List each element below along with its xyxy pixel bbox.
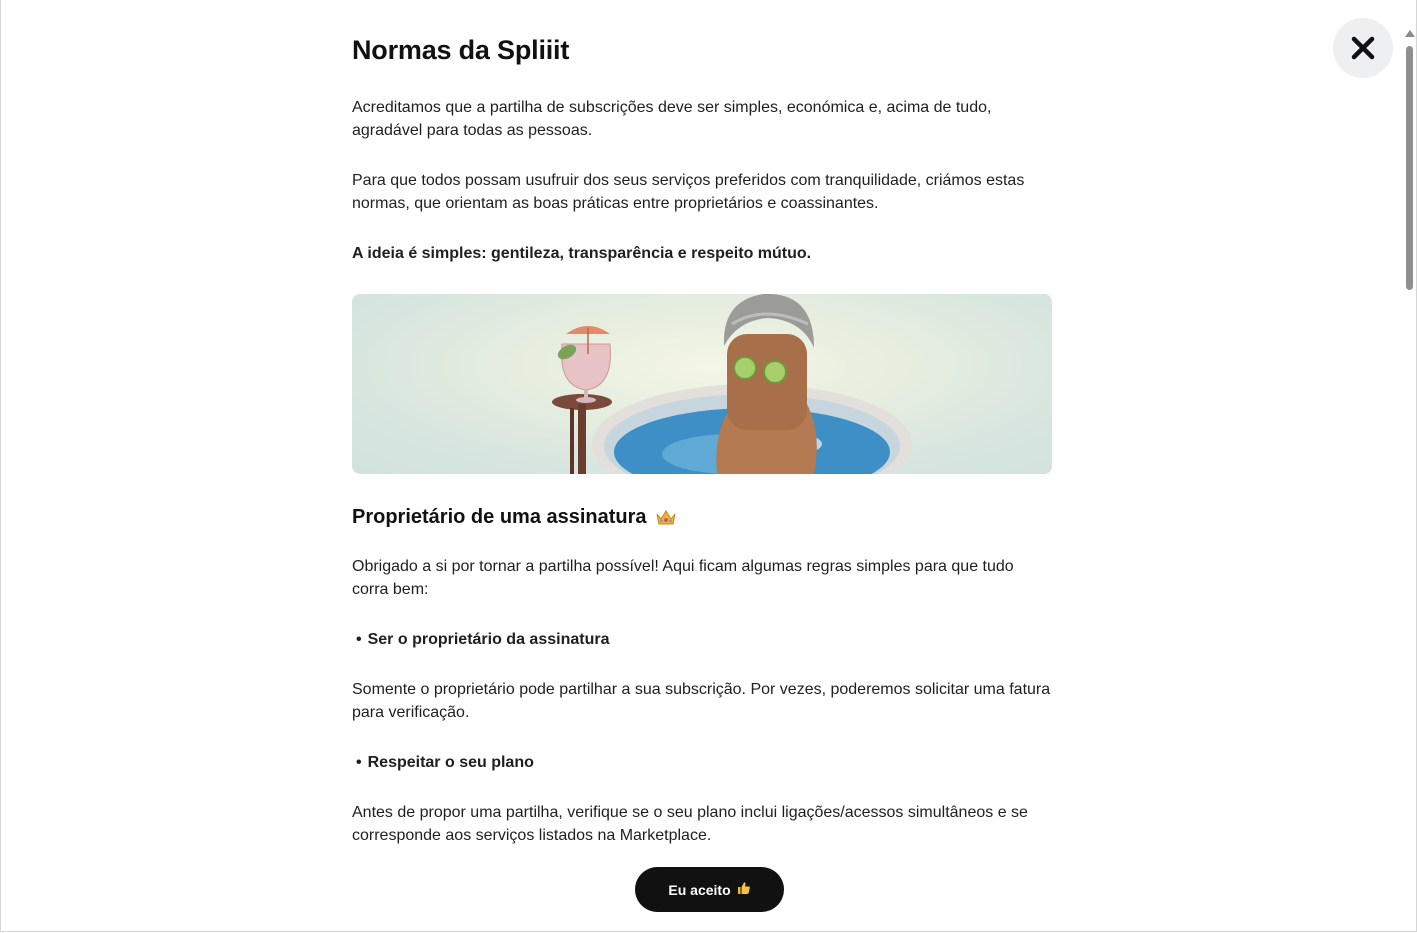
owner-section-title: Proprietário de uma assinatura — [352, 505, 647, 528]
owner-section-heading — [352, 503, 677, 531]
owner-intro: Obrigado a si por tornar a partilha possível! Aqui ficam algumas regras simples para que tudo corra bem: — [352, 558, 1014, 598]
rule-title — [352, 752, 534, 775]
rule-title — [352, 629, 609, 652]
bullet-icon: • — [356, 631, 362, 648]
scroll-up-icon[interactable] — [1405, 30, 1415, 37]
modal-title: Normas da Spliiit — [352, 35, 570, 65]
intro-highlight: A ideia é simples: gentileza, transparência e respeito mútuo. — [352, 245, 812, 262]
close-icon — [1350, 35, 1376, 61]
accept-label: Eu aceito — [668, 881, 731, 898]
close-button[interactable] — [1333, 18, 1393, 78]
rule-text: Somente o proprietário pode partilhar a sua subscrição. Por vezes, poderemos solicitar uma fatura para verificação. — [352, 681, 1051, 721]
spa-illustration — [352, 294, 1052, 474]
rule-title-text: Ser o proprietário da assinatura — [367, 631, 610, 648]
accept-button[interactable] — [635, 867, 784, 912]
bullet-icon: • — [356, 754, 362, 771]
crown-icon — [655, 508, 677, 526]
thumbs-up-icon — [737, 881, 751, 898]
rule-text: Antes de propor uma partilha, verifique se o seu plano inclui ligações/acessos simultâneos e se corresponde aos serviços listados na Marketplace. — [352, 804, 1028, 844]
intro-paragraph-2: Para que todos possam usufruir dos seus serviços preferidos com tranquilidade, criámos estas normas, que orientam as boas práticas entre proprietários e coassinantes. — [352, 172, 1025, 212]
intro-paragraph-1: Acreditamos que a partilha de subscrições deve ser simples, económica e, acima de tudo, agradável para todas as pessoas. — [352, 99, 992, 139]
rule-title-text: Respeitar o seu plano — [367, 754, 534, 771]
modal-content — [352, 30, 1052, 844]
scrollbar-thumb[interactable] — [1406, 46, 1413, 290]
scrollbar[interactable] — [1404, 28, 1416, 931]
hero-illustration — [352, 294, 1052, 474]
